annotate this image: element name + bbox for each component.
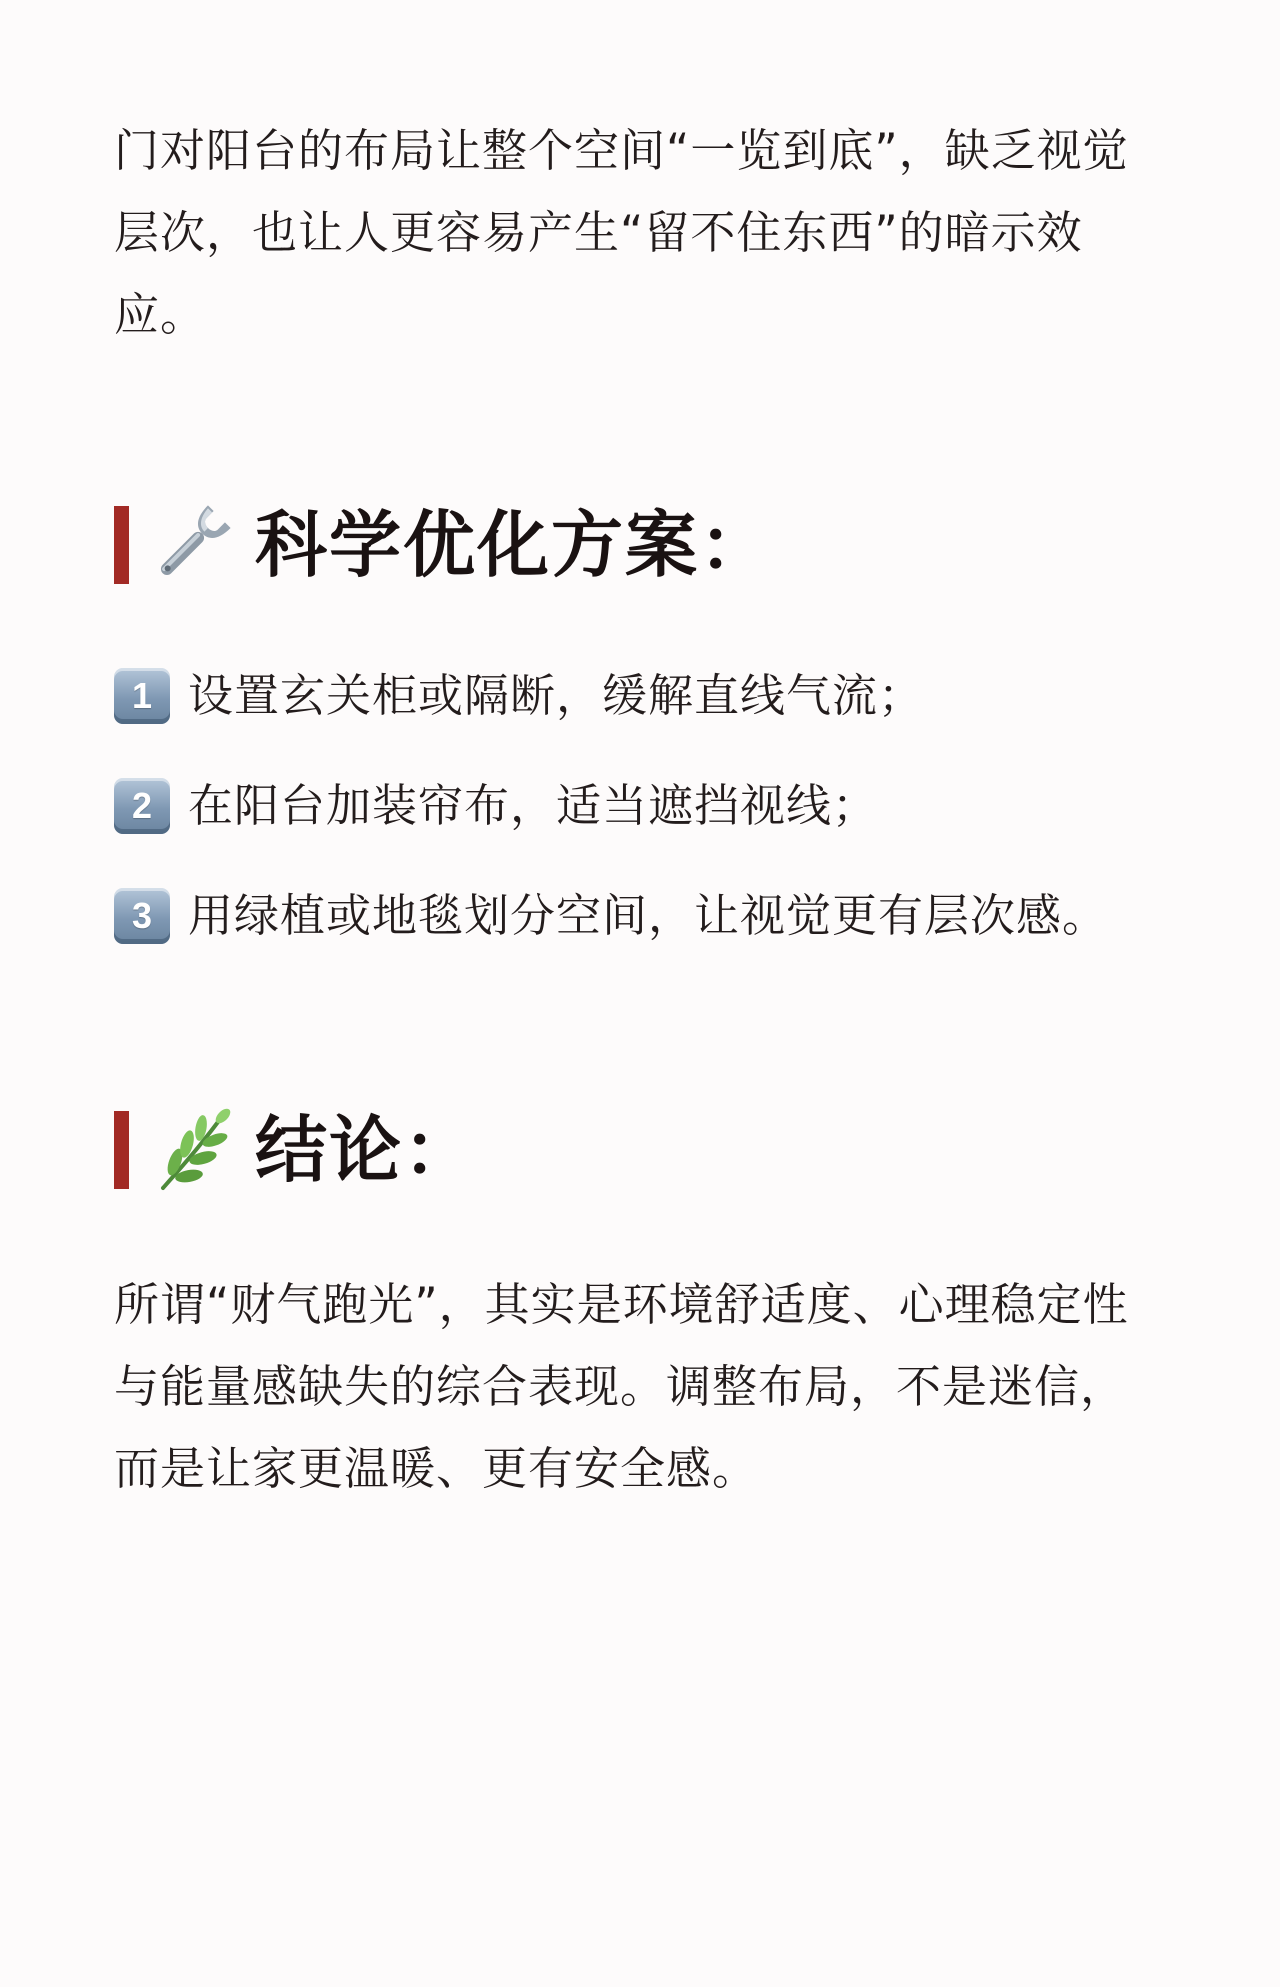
step-number: 1 (131, 675, 153, 716)
step-number: 3 (131, 895, 153, 936)
step-text: 用绿植或地毯划分空间，让视觉更有层次感。 (188, 889, 1109, 942)
step-text: 设置玄关柜或隔断，缓解直线气流； (188, 669, 925, 722)
section-heading-conclusion (114, 1110, 477, 1190)
conclusion-paragraph: 所谓“财气跑光”，其实是环境舒适度、心理稳定性与能量感缺失的综合表现。调整布局，不是迷信，而是让家更温暖、更有安全感。 (114, 1278, 1129, 1495)
heading-accent-bar (114, 506, 129, 584)
solution-steps-list (114, 660, 1174, 990)
list-item (114, 770, 1174, 842)
heading-title-conclusion: 结论： (255, 1108, 478, 1192)
keycap-one-icon (114, 668, 170, 724)
herb-icon (145, 1104, 237, 1196)
wrench-icon (145, 499, 237, 591)
heading-accent-bar (114, 1111, 129, 1189)
keycap-three-icon (114, 888, 170, 944)
list-item (114, 660, 1174, 732)
step-text: 在阳台加装帘布，适当遮挡视线； (188, 779, 879, 832)
section-heading-solution (114, 505, 773, 585)
keycap-two-icon (114, 778, 170, 834)
heading-title-solution: 科学优化方案： (255, 503, 774, 587)
list-item (114, 880, 1174, 952)
step-number: 2 (131, 785, 153, 826)
intro-paragraph: 门对阳台的布局让整个空间“一览到底”，缺乏视觉层次，也让人更容易产生“留不住东西”的暗示效应。 (114, 124, 1129, 341)
